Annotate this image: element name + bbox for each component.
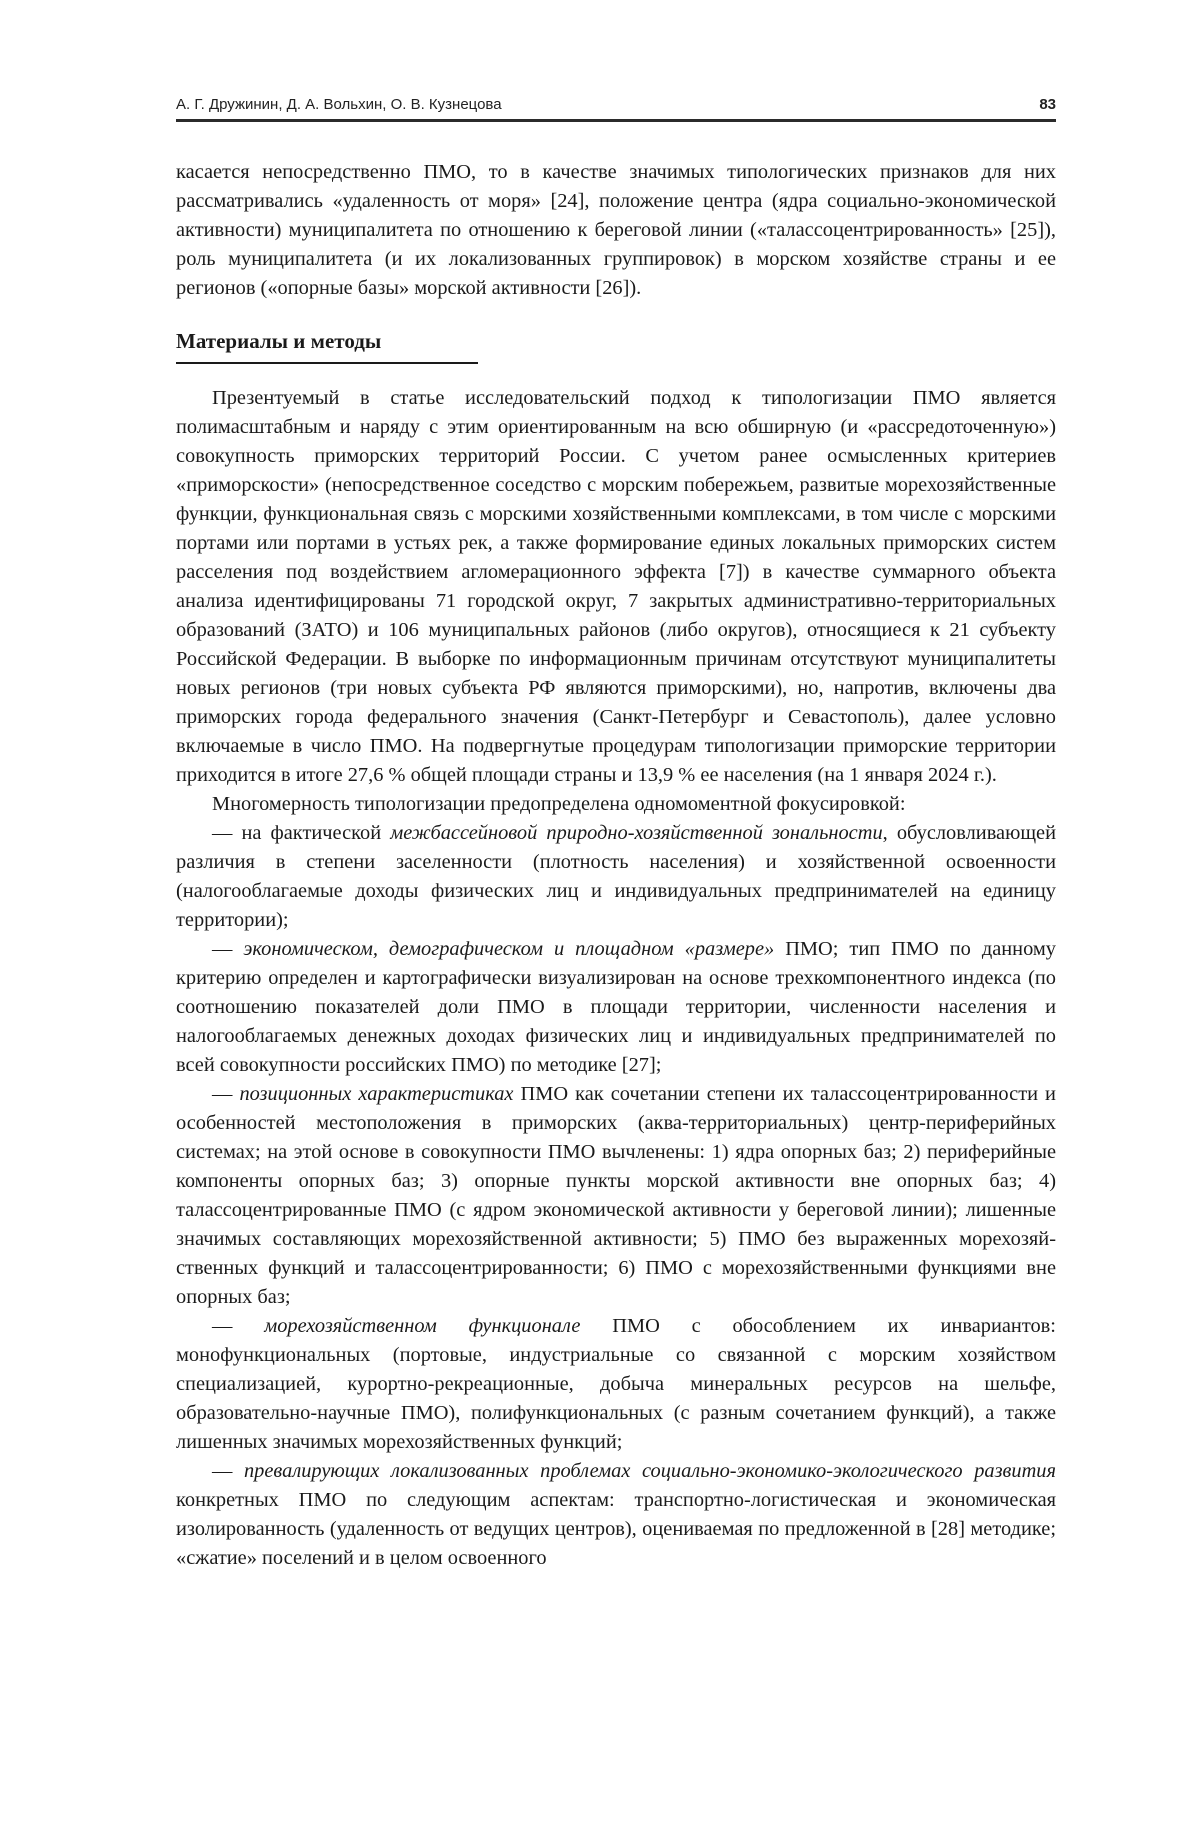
criterion-text: конкретных ПМО по следующим аспектам: транспортно-логистиче­ская и экономическая изолированность (удаленность от ведущих центров), оценива­емая по предложенной в [28] методике; «сжатие» поселений и в целом освоенного [176,1489,1056,1569]
criterion-term: морехозяйственном функционале [264,1315,580,1337]
section-heading-rule [176,362,478,364]
criterion-item-position [176,1080,1056,1312]
criterion-lead: — [212,1083,239,1105]
intro-paragraph: касается непосредственно ПМО, то в качестве значимых типологических призна­ков для них рассматривались «удаленность от моря» [24], положение центра (ядра социально-экономической активности) муниципалитета по отношению к берего­вой линии («талассоцентрированность» [25]), роль муниципалитета (и их лока­лизованных группировок) в морском хозяйстве страны и ее регионов («опорные базы» морской активности [26]). [176,158,1056,303]
criterion-lead: — [212,938,243,960]
section-heading: Материалы и методы [176,329,381,362]
criterion-text: ПМО с обособлением их инвариантов: монофункциональных (портовые, индустриальные со связанной с морским хозяй­ством специализацией, курортно-рекреационные, добыча минеральных ресурсов на шельфе, образовательно-научные ПМО), полифункциональных (с разным соче­танием функций), а также лишенных значимых морехозяйственных функций; [176,1315,1056,1453]
criterion-lead: — на фактической [212,822,390,844]
methods-paragraph-1: Презентуемый в статье исследовательский подход к типологизации ПМО являет­ся полимасштабным и наряду с этим ориентированным на всю обширную (и «рас­средоточенную») совокупность приморских территорий России. С учетом ранее осмысленных критериев «приморскости» (непосредственное соседство с морским побережьем, развитые морехозяйственные функции, функциональная связь с мор­скими хозяйственными комплексами, в том числе с морскими портами или портами в устьях рек, а также формирование единых локальных приморских систем рассе­ления под воздействием агломерационного эффекта [7]) в качестве суммарного объекта анализа идентифицированы 71 городской округ, 7 закрытых административно-тер­риториальных образований (ЗАТО) и 106 муниципальных районов (либо округов), относящиеся к 21 субъекту Российской Федерации. В выборке по информационным причинам отсутствуют муниципалитеты новых регионов (три новых субъекта РФ яв­ляются приморскими), но, напротив, включены два приморских города федерального значения (Санкт-Петербург и Севастополь), далее условно включаемые в число ПМО. На подвергнутые процедурам типологизации приморские территории приходится в итоге 27,6 % общей площади страны и 13,9 % ее населения (на 1 января 2024 г.). [176,384,1056,790]
criterion-text: , об­условливающей различия в степени заселенности (плотность населения) и хозяй­ственной освоенности (налогооблагаемые доходы физических лиц и индивидуаль­ных предпринимателей на единицу территории); [176,822,1056,931]
criterion-item-size [176,935,1056,1080]
methods-paragraph-2: Многомерность типологизации предопределена одномоментной фокусировкой: [176,790,1056,819]
criterion-term: межбассейновой природно-хозяйственной зональности [390,822,882,844]
criterion-lead: — [212,1460,244,1482]
criterion-item-function [176,1312,1056,1457]
criterion-text: ПМО; тип ПМО по данному критерию определен и картографически визуализирован на основе трехкомпонентного индекса (по соотношению показателей доли ПМО в площади территории, численности населения и налогооблагаемых денежных доходах физи­ческих лиц и индивидуальных предпринимателей по всей совокупности россий­ских ПМО) по методике [27]; [176,938,1056,1076]
criterion-term: позиционных характеристиках [239,1083,513,1105]
criterion-text: ПМО как сочетании степени их талассоцен­трированности и особенностей местоположения в приморских (аква-территориаль­ных) центр-периферийных системах; на этой основе в совокупности ПМО вычле­нены: 1) ядра опорных баз; 2) периферийные компоненты опорных баз; 3) опорные пункты морской активности вне опорных баз; 4) талассоцентрированные ПМО (с ядром экономической активности у береговой линии); лишенные значимых со­ставляющих морехозяйственной активности; 5) ПМО без выраженных морехозяй­ственных функций и талассоцентрированности; 6) ПМО с морехозяйственными функциями вне опорных баз; [176,1083,1056,1308]
article-page [176,96,1056,1573]
header-authors: А. Г. Дружинин, Д. А. Вольхин, О. В. Кузнецова [176,96,502,113]
criterion-item-problems [176,1457,1056,1573]
page-number: 83 [1039,96,1056,113]
criterion-item-zonality [176,819,1056,935]
running-header [176,96,1056,119]
criterion-lead: — [212,1315,264,1337]
header-rule [176,119,1056,122]
criterion-term: превалирующих локализованных проблемах социально-экономико-экологиче­ского развития [244,1460,1056,1482]
criterion-term: экономическом, демографическом и площадном «размере» [243,938,774,960]
